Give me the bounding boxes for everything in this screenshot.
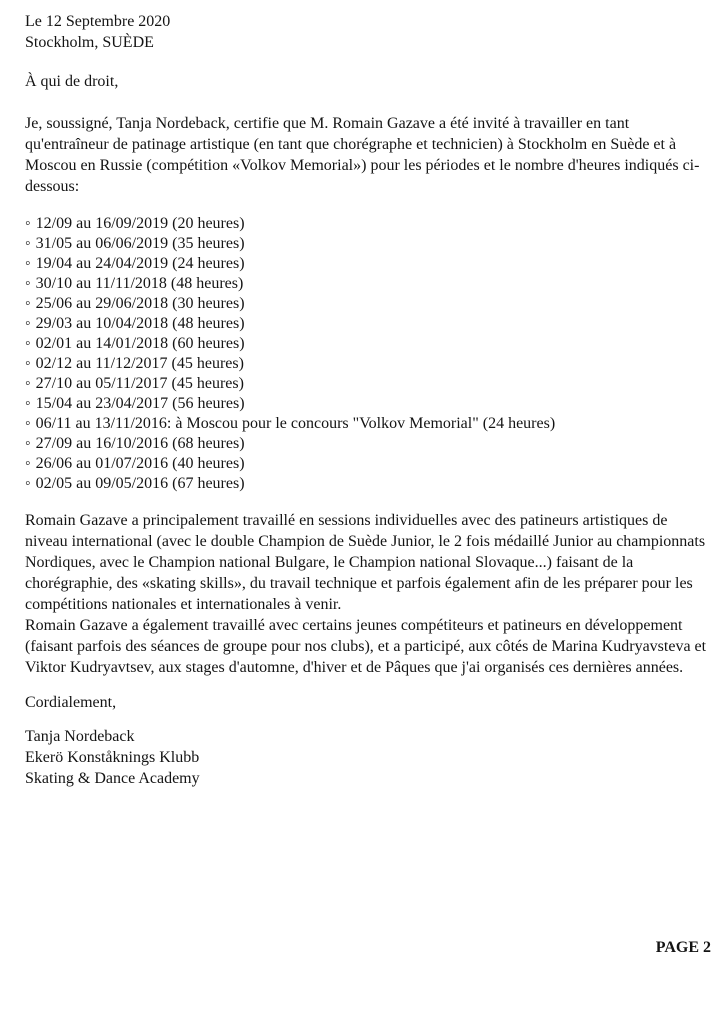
date-line: Le 12 Septembre 2020 xyxy=(25,13,171,30)
schedule-item xyxy=(25,394,712,414)
schedule-item-text: 30/10 au 11/11/2018 (48 heures) xyxy=(35,275,244,292)
bullet-icon: ◦ xyxy=(25,375,31,392)
letter-header xyxy=(25,11,712,53)
salutation: À qui de droit, xyxy=(25,73,119,90)
bullet-icon: ◦ xyxy=(25,455,31,472)
schedule-list xyxy=(25,214,712,494)
schedule-item xyxy=(25,454,712,474)
schedule-item xyxy=(25,354,712,374)
location-line: Stockholm, SUÈDE xyxy=(25,34,154,51)
schedule-item xyxy=(25,334,712,354)
schedule-item-text: 19/04 au 24/04/2019 (24 heures) xyxy=(35,255,245,272)
page-number: PAGE 2 xyxy=(655,939,711,956)
schedule-item xyxy=(25,414,712,434)
bullet-icon: ◦ xyxy=(25,475,31,492)
signature-name: Tanja Nordeback xyxy=(25,728,135,745)
bullet-icon: ◦ xyxy=(25,315,31,332)
schedule-item-text: 31/05 au 06/06/2019 (35 heures) xyxy=(35,235,245,252)
schedule-item xyxy=(25,474,712,494)
schedule-item xyxy=(25,214,712,234)
schedule-item xyxy=(25,294,712,314)
schedule-item xyxy=(25,254,712,274)
body-paragraph-2: Romain Gazave a également travaillé avec certains jeunes compétiteurs et patineurs en développement (faisant parfois des séances de groupe pour nos clubs), et a participé, aux côtés de Marina Kudryavsteva et Viktor Kudryavtsev, aux stages d'automne, d'hiver et de Pâques que j'ai organisés ces dernières années. xyxy=(25,617,707,676)
bullet-icon: ◦ xyxy=(25,295,31,312)
bullet-icon: ◦ xyxy=(25,415,31,432)
signature-block xyxy=(25,726,712,789)
bullet-icon: ◦ xyxy=(25,395,31,412)
closing: Cordialement, xyxy=(25,694,117,711)
schedule-item xyxy=(25,374,712,394)
intro-paragraph: Je, soussigné, Tanja Nordeback, certifie que M. Romain Gazave a été invité à travailler en tant qu'entraîneur de patinage artistique (en tant que chorégraphe et technicien) à Stockholm en Suède et à Moscou en Russie (compétition «Volkov Memorial») pour les périodes et le nombre d'heures indiqués ci-dessous: xyxy=(25,115,700,195)
schedule-item xyxy=(25,234,712,254)
schedule-item-text: 27/10 au 05/11/2017 (45 heures) xyxy=(35,375,244,392)
bullet-icon: ◦ xyxy=(25,335,31,352)
schedule-item-text: 25/06 au 29/06/2018 (30 heures) xyxy=(35,295,245,312)
schedule-item-text: 26/06 au 01/07/2016 (40 heures) xyxy=(35,455,245,472)
schedule-item-text: 06/11 au 13/11/2016: à Moscou pour le concours "Volkov Memorial" (24 heures) xyxy=(35,415,556,432)
schedule-item xyxy=(25,434,712,454)
bullet-icon: ◦ xyxy=(25,255,31,272)
bullet-icon: ◦ xyxy=(25,275,31,292)
schedule-item-text: 15/04 au 23/04/2017 (56 heures) xyxy=(35,395,245,412)
schedule-item xyxy=(25,314,712,334)
signature-academy: Skating & Dance Academy xyxy=(25,770,200,787)
schedule-item-text: 27/09 au 16/10/2016 (68 heures) xyxy=(35,435,245,452)
bullet-icon: ◦ xyxy=(25,215,31,232)
schedule-item-text: 02/01 au 14/01/2018 (60 heures) xyxy=(35,335,245,352)
signature-club: Ekerö Konståknings Klubb xyxy=(25,749,200,766)
bullet-icon: ◦ xyxy=(25,355,31,372)
schedule-item-text: 12/09 au 16/09/2019 (20 heures) xyxy=(35,215,245,232)
schedule-item-text: 02/12 au 11/12/2017 (45 heures) xyxy=(35,355,244,372)
body-paragraph-1: Romain Gazave a principalement travaillé en sessions individuelles avec des patineurs artistiques de niveau international (avec le double Champion de Suède Junior, le 2 fois médaillé Junior au championnats Nordiques, avec le Champion national Bulgare, le Champion national Slovaque...) faisant de la chorégraphie, des «skating skills», du travail technique et parfois également afin de les préparer pour les compétitions nationales et internationales à venir. xyxy=(25,512,706,613)
schedule-item xyxy=(25,274,712,294)
bullet-icon: ◦ xyxy=(25,235,31,252)
bullet-icon: ◦ xyxy=(25,435,31,452)
schedule-item-text: 02/05 au 09/05/2016 (67 heures) xyxy=(35,475,245,492)
schedule-item-text: 29/03 au 10/04/2018 (48 heures) xyxy=(35,315,245,332)
